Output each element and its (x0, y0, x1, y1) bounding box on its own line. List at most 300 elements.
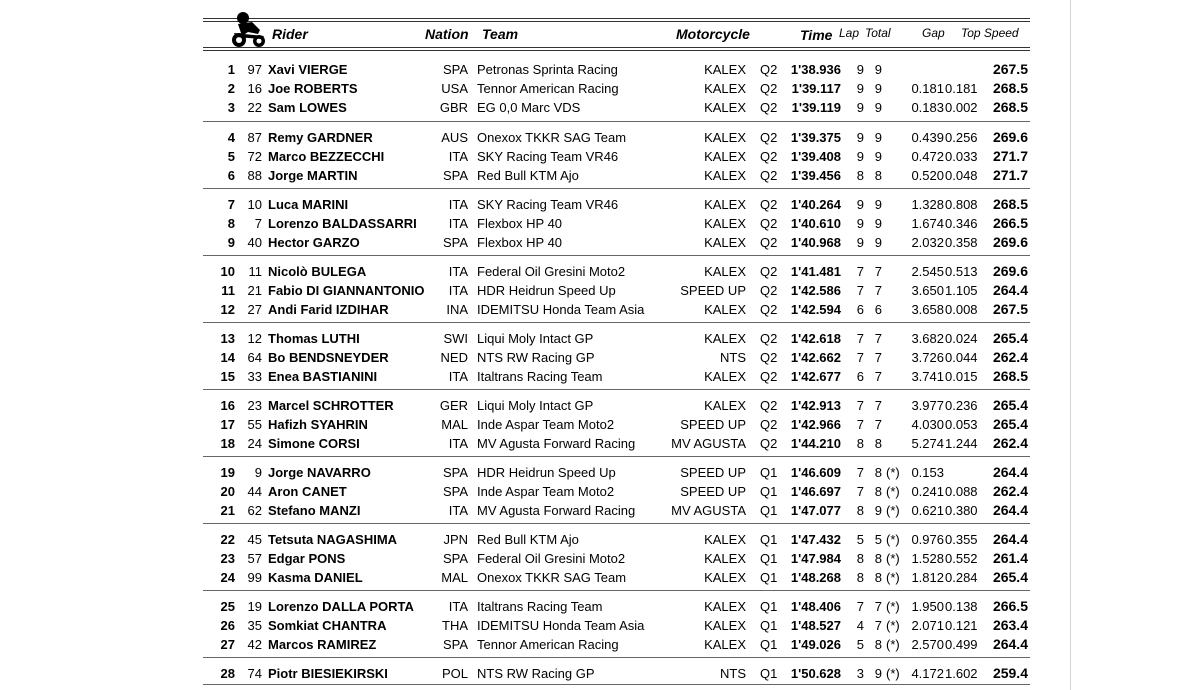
table-row (0, 348, 1200, 367)
top-speed-cell: 265.4 (992, 397, 1028, 413)
group-divider (203, 590, 1030, 591)
total-laps-cell: 7 (874, 369, 882, 384)
session-cell: Q1 (760, 551, 778, 566)
rider-name-cell: Simone CORSI (268, 436, 360, 451)
lap-cell: 7 (856, 331, 864, 346)
gap-previous-cell: 0.808 (945, 197, 978, 212)
gap-first-cell: 0.621 (911, 503, 944, 518)
gap-previous-cell: 0.024 (945, 331, 978, 346)
session-cell: Q1 (760, 465, 778, 480)
lap-time-cell: 1'42.594 (790, 302, 841, 317)
lap-cell: 7 (856, 264, 864, 279)
nation-cell: SPA (442, 168, 468, 183)
rider-name-cell: Marcos RAMIREZ (268, 637, 377, 652)
gap-first-cell: 3.726 (911, 350, 944, 365)
gap-first-cell: 1.674 (911, 216, 944, 231)
lap-cell: 9 (856, 130, 864, 145)
lap-cell: 6 (856, 302, 864, 317)
gap-previous-cell: 0.181 (945, 81, 978, 96)
position-cell: 5 (227, 149, 235, 164)
table-row (0, 98, 1200, 117)
lap-time-cell: 1'40.264 (790, 197, 841, 212)
header-time: Time (800, 27, 833, 43)
total-laps-cell: 7 (874, 618, 882, 633)
table-row (0, 281, 1200, 300)
position-cell: 28 (220, 666, 235, 681)
position-cell: 13 (220, 331, 235, 346)
lap-cell: 9 (856, 81, 864, 96)
team-cell: Flexbox HP 40 (477, 235, 563, 250)
team-cell: Federal Oil Gresini Moto2 (477, 551, 626, 566)
lap-cell: 7 (856, 283, 864, 298)
table-row (0, 635, 1200, 654)
gap-first-cell: 3.682 (911, 331, 944, 346)
total-laps-cell: 9 (874, 666, 882, 681)
nation-cell: ITA (448, 436, 468, 451)
table-row (0, 79, 1200, 98)
total-laps-cell: 9 (874, 130, 882, 145)
bike-number-cell: 33 (247, 369, 262, 384)
session-cell: Q2 (760, 168, 778, 183)
team-cell: Flexbox HP 40 (477, 216, 563, 231)
session-cell: Q2 (760, 331, 778, 346)
session-cell: Q2 (760, 149, 778, 164)
table-row (0, 147, 1200, 166)
gap-previous-cell: 0.380 (945, 503, 978, 518)
gap-first-cell: 0.520 (911, 168, 944, 183)
top-speed-cell: 268.5 (992, 368, 1028, 384)
session-cell: Q1 (760, 637, 778, 652)
bike-number-cell: 88 (247, 168, 262, 183)
total-laps-cell: 9 (874, 235, 882, 250)
header-top-rule (203, 18, 1030, 19)
motorcycle-cell: KALEX (704, 618, 746, 633)
position-cell: 27 (220, 637, 235, 652)
team-cell: Red Bull KTM Ajo (477, 532, 579, 547)
bike-number-cell: 72 (247, 149, 262, 164)
lap-time-cell: 1'48.406 (790, 599, 841, 614)
total-laps-cell: 9 (874, 216, 882, 231)
bike-number-cell: 12 (247, 331, 262, 346)
table-row (0, 549, 1200, 568)
flag-note-cell: (*) (886, 637, 900, 652)
team-cell: Italtrans Racing Team (477, 599, 603, 614)
team-cell: NTS RW Racing GP (477, 666, 595, 681)
nation-cell: POL (441, 666, 468, 681)
team-cell: MV Agusta Forward Racing (477, 436, 636, 451)
header-bottom-rule-2 (203, 50, 1030, 51)
motorcycle-cell: NTS (720, 666, 746, 681)
total-laps-cell: 8 (874, 168, 882, 183)
rider-name-cell: Marcel SCHROTTER (268, 398, 394, 413)
session-cell: Q2 (760, 81, 778, 96)
position-cell: 17 (220, 417, 235, 432)
rider-name-cell: Bo BENDSNEYDER (268, 350, 389, 365)
rider-name-cell: Stefano MANZI (268, 503, 361, 518)
position-cell: 23 (220, 551, 235, 566)
top-speed-cell: 262.4 (992, 349, 1028, 365)
header-top-speed: Top Speed (961, 26, 1019, 40)
table-bottom-rule (203, 684, 1030, 685)
lap-time-cell: 1'44.210 (790, 436, 841, 451)
gap-first-cell: 1.950 (911, 599, 944, 614)
gap-previous-cell: 1.602 (945, 666, 978, 681)
motorcycle-cell: MV AGUSTA (671, 436, 746, 451)
motorcycle-cell: SPEED UP (680, 417, 746, 432)
bike-number-cell: 7 (254, 216, 262, 231)
position-cell: 1 (227, 62, 235, 77)
position-cell: 22 (220, 532, 235, 547)
lap-cell: 9 (856, 235, 864, 250)
lap-time-cell: 1'42.662 (790, 350, 841, 365)
header-nation: Nation (425, 26, 469, 42)
rider-name-cell: Marco BEZZECCHI (268, 149, 385, 164)
session-cell: Q2 (760, 350, 778, 365)
bike-number-cell: 35 (247, 618, 262, 633)
motorcycle-cell: KALEX (704, 81, 746, 96)
top-speed-cell: 265.4 (992, 416, 1028, 432)
position-cell: 6 (227, 168, 235, 183)
table-row (0, 300, 1200, 319)
bike-number-cell: 74 (247, 666, 262, 681)
bike-number-cell: 97 (247, 62, 262, 77)
gap-previous-cell: 0.358 (945, 235, 978, 250)
gap-previous-cell: 0.015 (945, 369, 978, 384)
session-cell: Q2 (760, 216, 778, 231)
gap-first-cell: 1.528 (911, 551, 944, 566)
session-cell: Q2 (760, 235, 778, 250)
flag-note-cell: (*) (886, 666, 900, 681)
gap-first-cell: 2.032 (911, 235, 944, 250)
session-cell: Q2 (760, 369, 778, 384)
motorcycle-cell: KALEX (704, 62, 746, 77)
gap-previous-cell: 0.355 (945, 532, 978, 547)
rider-name-cell: Lorenzo BALDASSARRI (268, 216, 417, 231)
gap-first-cell: 0.181 (911, 81, 944, 96)
total-laps-cell: 8 (874, 436, 882, 451)
gap-previous-cell: 0.048 (945, 168, 978, 183)
motorcycle-cell: KALEX (704, 331, 746, 346)
group-divider (203, 657, 1030, 658)
table-row (0, 482, 1200, 501)
motorcycle-cell: KALEX (704, 570, 746, 585)
motorcycle-cell: KALEX (704, 264, 746, 279)
top-speed-cell: 262.4 (992, 483, 1028, 499)
gap-first-cell: 3.741 (911, 369, 944, 384)
group-divider (203, 322, 1030, 323)
nation-cell: NED (440, 350, 468, 365)
team-cell: Tennor American Racing (477, 637, 619, 652)
team-cell: Onexox TKKR SAG Team (477, 130, 627, 145)
nation-cell: USA (441, 81, 468, 96)
top-speed-cell: 266.5 (992, 598, 1028, 614)
gap-previous-cell: 0.236 (945, 398, 978, 413)
nation-cell: INA (446, 302, 468, 317)
table-row (0, 195, 1200, 214)
lap-time-cell: 1'42.913 (790, 398, 841, 413)
rider-name-cell: Luca MARINI (268, 197, 349, 212)
table-header (0, 0, 1200, 52)
nation-cell: GBR (439, 100, 468, 115)
bike-number-cell: 27 (247, 302, 262, 317)
table-row (0, 434, 1200, 453)
position-cell: 8 (227, 216, 235, 231)
session-cell: Q1 (760, 503, 778, 518)
gap-first-cell: 1.328 (911, 197, 944, 212)
bike-number-cell: 87 (247, 130, 262, 145)
nation-cell: SPA (442, 484, 468, 499)
top-speed-cell: 269.6 (992, 129, 1028, 145)
gap-first-cell: 5.274 (911, 436, 944, 451)
rider-name-cell: Somkiat CHANTRA (268, 618, 387, 633)
position-cell: 10 (220, 264, 235, 279)
nation-cell: THA (442, 618, 468, 633)
nation-cell: MAL (441, 570, 468, 585)
bike-number-cell: 40 (247, 235, 262, 250)
lap-time-cell: 1'40.968 (790, 235, 841, 250)
group-divider (203, 523, 1030, 524)
gap-first-cell: 3.650 (911, 283, 944, 298)
top-speed-cell: 267.5 (992, 301, 1028, 317)
team-cell: Onexox TKKR SAG Team (477, 570, 627, 585)
total-laps-cell: 9 (874, 503, 882, 518)
top-speed-cell: 264.4 (992, 282, 1028, 298)
motorcycle-cell: KALEX (704, 302, 746, 317)
total-laps-cell: 8 (874, 465, 882, 480)
total-laps-cell: 8 (874, 484, 882, 499)
header-total: Total (865, 26, 891, 40)
position-cell: 7 (227, 197, 235, 212)
flag-note-cell: (*) (886, 465, 900, 480)
table-row (0, 568, 1200, 587)
gap-previous-cell: 0.138 (945, 599, 978, 614)
bike-number-cell: 57 (247, 551, 262, 566)
lap-cell: 9 (856, 149, 864, 164)
top-speed-cell: 265.4 (992, 330, 1028, 346)
position-cell: 11 (221, 283, 235, 298)
rider-name-cell: Joe ROBERTS (268, 81, 358, 96)
motorcycle-cell: KALEX (704, 130, 746, 145)
gap-first-cell: 2.545 (911, 264, 944, 279)
session-cell: Q2 (760, 283, 778, 298)
lap-time-cell: 1'47.077 (790, 503, 841, 518)
team-cell: Liqui Moly Intact GP (477, 398, 594, 413)
total-laps-cell: 8 (874, 551, 882, 566)
lap-cell: 9 (856, 216, 864, 231)
nation-cell: SPA (442, 637, 468, 652)
nation-cell: AUS (441, 130, 468, 145)
group-divider (203, 255, 1030, 256)
team-cell: Federal Oil Gresini Moto2 (477, 264, 626, 279)
rider-name-cell: Hafizh SYAHRIN (268, 417, 368, 432)
bike-number-cell: 9 (254, 465, 262, 480)
lap-cell: 3 (856, 666, 864, 681)
motorcycle-cell: SPEED UP (680, 484, 746, 499)
position-cell: 24 (220, 570, 235, 585)
nation-cell: ITA (448, 503, 468, 518)
session-cell: Q2 (760, 130, 778, 145)
motorcycle-cell: MV AGUSTA (671, 503, 746, 518)
team-cell: Red Bull KTM Ajo (477, 168, 579, 183)
total-laps-cell: 7 (874, 331, 882, 346)
rider-name-cell: Nicolò BULEGA (268, 264, 367, 279)
header-motorcycle: Motorcycle (676, 26, 750, 42)
session-cell: Q1 (760, 570, 778, 585)
top-speed-cell: 271.7 (992, 167, 1028, 183)
team-cell: Inde Aspar Team Moto2 (477, 417, 615, 432)
session-cell: Q2 (760, 197, 778, 212)
top-speed-cell: 264.4 (992, 531, 1028, 547)
lap-time-cell: 1'46.697 (790, 484, 841, 499)
team-cell: HDR Heidrun Speed Up (477, 283, 616, 298)
position-cell: 15 (220, 369, 235, 384)
total-laps-cell: 9 (874, 149, 882, 164)
session-cell: Q2 (760, 436, 778, 451)
gap-first-cell: 1.812 (911, 570, 944, 585)
gap-first-cell: 0.241 (911, 484, 944, 499)
gap-previous-cell: 1.244 (945, 436, 978, 451)
team-cell: NTS RW Racing GP (477, 350, 595, 365)
top-speed-cell: 264.4 (992, 502, 1028, 518)
position-cell: 26 (220, 618, 235, 633)
table-row (0, 367, 1200, 386)
rider-name-cell: Hector GARZO (268, 235, 360, 250)
rider-name-cell: Kasma DANIEL (268, 570, 363, 585)
lap-cell: 4 (856, 618, 864, 633)
nation-cell: ITA (448, 197, 468, 212)
motorcycle-cell: KALEX (704, 168, 746, 183)
team-cell: Liqui Moly Intact GP (477, 331, 594, 346)
nation-cell: ITA (448, 283, 468, 298)
header-rider: Rider (272, 26, 308, 42)
lap-cell: 9 (856, 62, 864, 77)
lap-time-cell: 1'39.117 (791, 81, 841, 96)
lap-time-cell: 1'48.268 (790, 570, 841, 585)
gap-first-cell: 0.153 (911, 465, 944, 480)
motorcycle-cell: KALEX (704, 149, 746, 164)
nation-cell: JPN (443, 532, 468, 547)
session-cell: Q2 (760, 398, 778, 413)
lap-time-cell: 1'49.026 (790, 637, 841, 652)
lap-time-cell: 1'47.984 (790, 551, 841, 566)
gap-previous-cell: 0.033 (945, 149, 978, 164)
gap-first-cell: 3.977 (911, 398, 944, 413)
rider-name-cell: Andi Farid IZDIHAR (268, 302, 389, 317)
bike-number-cell: 22 (247, 100, 262, 115)
lap-time-cell: 1'42.586 (790, 283, 841, 298)
rider-name-cell: Sam LOWES (268, 100, 347, 115)
nation-cell: SPA (442, 62, 468, 77)
flag-note-cell: (*) (886, 599, 900, 614)
table-row (0, 501, 1200, 520)
session-cell: Q2 (760, 264, 778, 279)
gap-previous-cell: 0.499 (945, 637, 978, 652)
top-speed-cell: 259.4 (992, 665, 1028, 681)
lap-cell: 5 (856, 637, 864, 652)
motorcycle-cell: KALEX (704, 599, 746, 614)
bike-number-cell: 55 (247, 417, 262, 432)
top-speed-cell: 267.5 (992, 61, 1028, 77)
lap-cell: 9 (856, 197, 864, 212)
rider-name-cell: Fabio DI GIANNANTONIO (268, 283, 425, 298)
motorcycle-cell: SPEED UP (680, 283, 746, 298)
session-cell: Q1 (760, 532, 778, 547)
lap-time-cell: 1'41.481 (790, 264, 841, 279)
gap-previous-cell: 1.105 (945, 283, 978, 298)
total-laps-cell: 7 (874, 283, 882, 298)
team-cell: SKY Racing Team VR46 (477, 149, 619, 164)
motorcycle-cell: KALEX (704, 551, 746, 566)
position-cell: 25 (220, 599, 235, 614)
gap-first-cell: 4.030 (911, 417, 944, 432)
nation-cell: SPA (442, 235, 468, 250)
table-row (0, 463, 1200, 482)
motorcycle-cell: KALEX (704, 369, 746, 384)
gap-previous-cell: 0.346 (945, 216, 978, 231)
gap-previous-cell: 0.008 (945, 302, 978, 317)
rider-name-cell: Piotr BIESIEKIRSKI (268, 666, 388, 681)
gap-previous-cell: 0.513 (945, 264, 978, 279)
nation-cell: SPA (442, 551, 468, 566)
top-speed-cell: 264.4 (992, 464, 1028, 480)
lap-cell: 8 (856, 436, 864, 451)
table-row (0, 166, 1200, 185)
bike-number-cell: 24 (247, 436, 262, 451)
session-cell: Q2 (760, 62, 778, 77)
total-laps-cell: 7 (874, 417, 882, 432)
motorcycle-cell: KALEX (704, 532, 746, 547)
bike-number-cell: 62 (247, 503, 262, 518)
motorcycle-rider-icon (230, 10, 268, 50)
nation-cell: SWI (443, 331, 468, 346)
top-speed-cell: 268.5 (992, 196, 1028, 212)
lap-time-cell: 1'39.119 (791, 100, 841, 115)
top-speed-cell: 268.5 (992, 99, 1028, 115)
position-cell: 12 (220, 302, 235, 317)
table-row (0, 233, 1200, 252)
lap-time-cell: 1'40.610 (790, 216, 841, 231)
table-row (0, 616, 1200, 635)
gap-first-cell: 0.439 (911, 130, 944, 145)
total-laps-cell: 9 (874, 62, 882, 77)
motorcycle-cell: NTS (720, 350, 746, 365)
gap-previous-cell: 0.044 (945, 350, 978, 365)
bike-number-cell: 99 (247, 570, 262, 585)
bike-number-cell: 16 (247, 81, 262, 96)
total-laps-cell: 7 (874, 264, 882, 279)
motorcycle-cell: KALEX (704, 100, 746, 115)
team-cell: SKY Racing Team VR46 (477, 197, 619, 212)
flag-note-cell: (*) (886, 570, 900, 585)
table-row (0, 415, 1200, 434)
table-row (0, 664, 1200, 683)
position-cell: 18 (220, 436, 235, 451)
session-cell: Q2 (760, 100, 778, 115)
position-cell: 14 (220, 350, 235, 365)
total-laps-cell: 9 (874, 81, 882, 96)
lap-cell: 8 (856, 570, 864, 585)
lap-time-cell: 1'42.966 (790, 417, 841, 432)
gap-previous-cell: 0.002 (945, 100, 978, 115)
total-laps-cell: 5 (874, 532, 882, 547)
bike-number-cell: 19 (247, 599, 262, 614)
top-speed-cell: 266.5 (992, 215, 1028, 231)
group-divider (203, 389, 1030, 390)
session-cell: Q1 (760, 484, 778, 499)
flag-note-cell: (*) (886, 618, 900, 633)
top-speed-cell: 264.4 (992, 636, 1028, 652)
table-row (0, 530, 1200, 549)
